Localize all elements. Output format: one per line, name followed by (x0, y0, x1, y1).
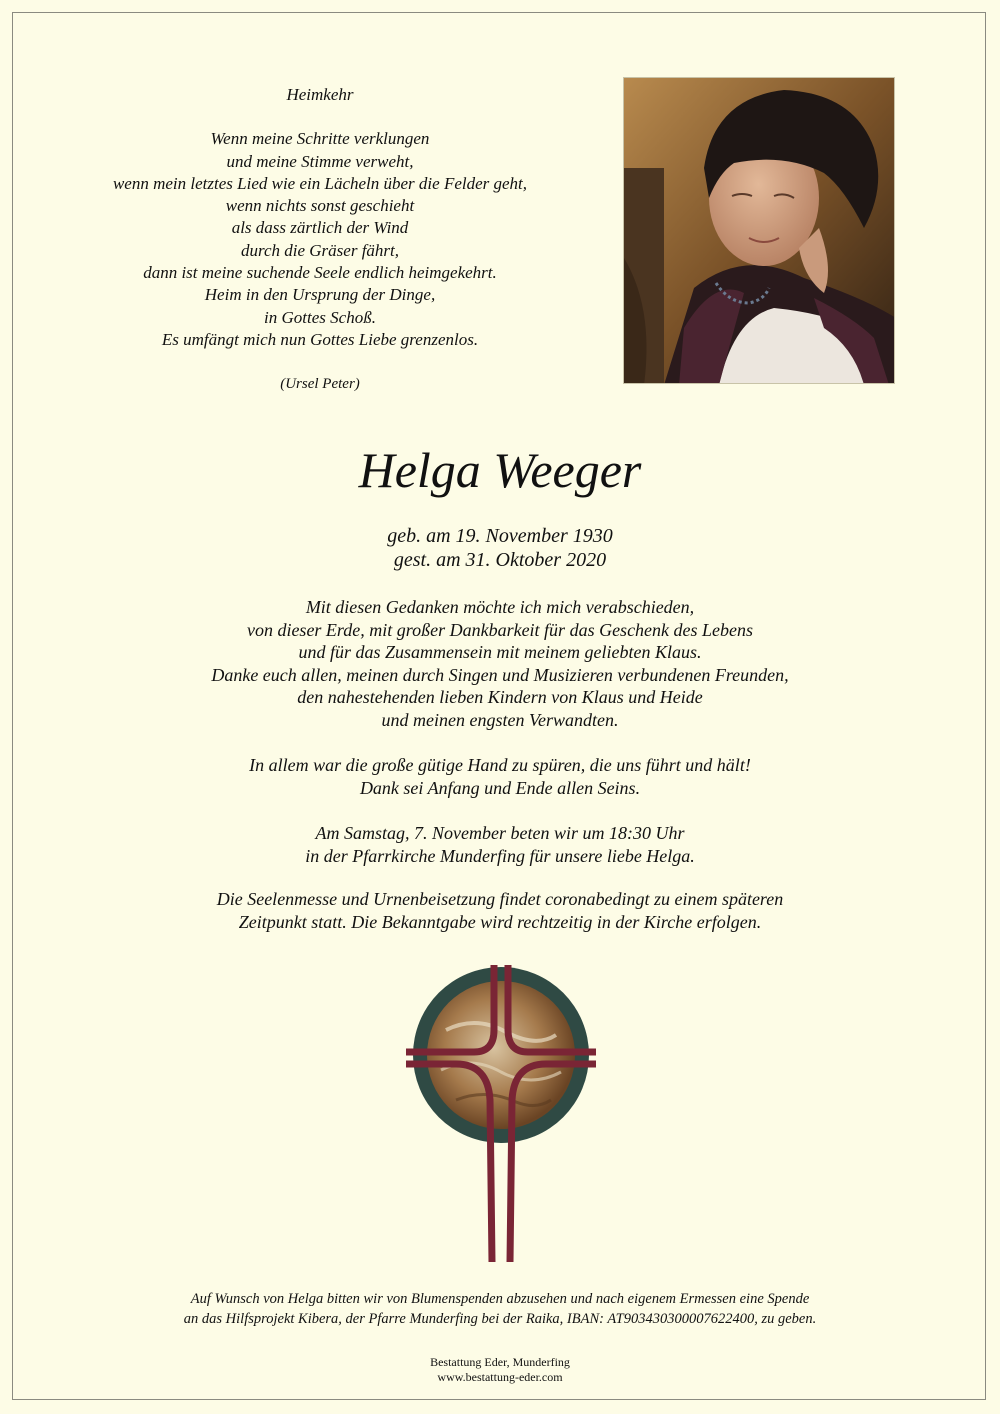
death-date: gest. am 31. Oktober 2020 (393, 549, 607, 571)
text-line: in der Pfarrkirche Munderfing für unsere liebe Helga. (305, 845, 695, 866)
birth-date: geb. am 19. November 1930 (387, 525, 613, 547)
life-dates (0, 524, 1000, 572)
cross-emblem (396, 960, 606, 1270)
text-line: und für das Zusammensein mit meinem geliebten Klaus. (298, 642, 702, 662)
poem-author: (Ursel Peter) (280, 376, 360, 393)
text-line: und meinen engsten Verwandten. (381, 709, 619, 730)
poem (40, 84, 600, 396)
poem-line: und meine Stimme verweht, (226, 151, 414, 171)
poem-line: wenn nichts sonst geschieht (225, 196, 415, 216)
text-line: Zeitpunkt statt. Die Bekanntgabe wird rechtzeitig in der Kirche erfolgen. (238, 911, 762, 932)
prayer-paragraph (120, 822, 880, 867)
mass-paragraph (120, 888, 880, 933)
donation-notice (60, 1289, 940, 1329)
portrait-photo (623, 77, 895, 384)
text-line: Auf Wunsch von Helga bitten wir von Blumenspenden abzusehen und nach eigenem Ermessen eine Spende (190, 1291, 810, 1307)
poem-line: Wenn meine Schritte verklungen (210, 129, 430, 149)
poem-title: Heimkehr (286, 85, 354, 104)
text-line: Danke euch allen, meinen durch Singen und Musizieren verbundenen Freunden, (211, 664, 789, 685)
farewell-paragraph (120, 596, 880, 731)
poem-line: dann ist meine suchende Seele endlich heimgekehrt. (143, 263, 497, 283)
text-line: In allem war die große gütige Hand zu spüren, die uns führt und hält! (249, 755, 751, 775)
footer (0, 1355, 1000, 1385)
poem-line: Es umfängt mich nun Gottes Liebe grenzenlos. (161, 329, 479, 349)
text-line: von dieser Erde, mit großer Dankbarkeit für das Geschenk des Lebens (246, 619, 754, 640)
text-line: Mit diesen Gedanken möchte ich mich verabschieden, (305, 597, 695, 617)
poem-line: in Gottes Schoß. (264, 307, 376, 327)
deceased-name: Helga Weeger (358, 442, 642, 498)
funeral-home-name: Bestattung Eder, Munderfing (430, 1355, 570, 1369)
text-line: Dank sei Anfang und Ende allen Seins. (359, 777, 641, 798)
poem-line: Heim in den Ursprung der Dinge, (204, 285, 436, 305)
text-line: den nahestehenden lieben Kindern von Klaus und Heide (297, 687, 703, 707)
text-line: Die Seelenmesse und Urnenbeisetzung findet coronabedingt zu einem späteren (216, 889, 784, 909)
faith-paragraph (120, 754, 880, 799)
poem-line: als dass zärtlich der Wind (231, 218, 409, 238)
poem-line: wenn mein letztes Lied wie ein Lächeln über die Felder geht, (112, 173, 528, 193)
funeral-home-website: www.bestattung-eder.com (437, 1370, 563, 1384)
poem-line: durch die Gräser fährt, (240, 240, 400, 260)
text-line: an das Hilfsprojekt Kibera, der Pfarre Munderfing bei der Raika, IBAN: AT903430300007622400, zu geben. (183, 1311, 817, 1327)
text-line: Am Samstag, 7. November beten wir um 18:30 Uhr (315, 823, 685, 843)
